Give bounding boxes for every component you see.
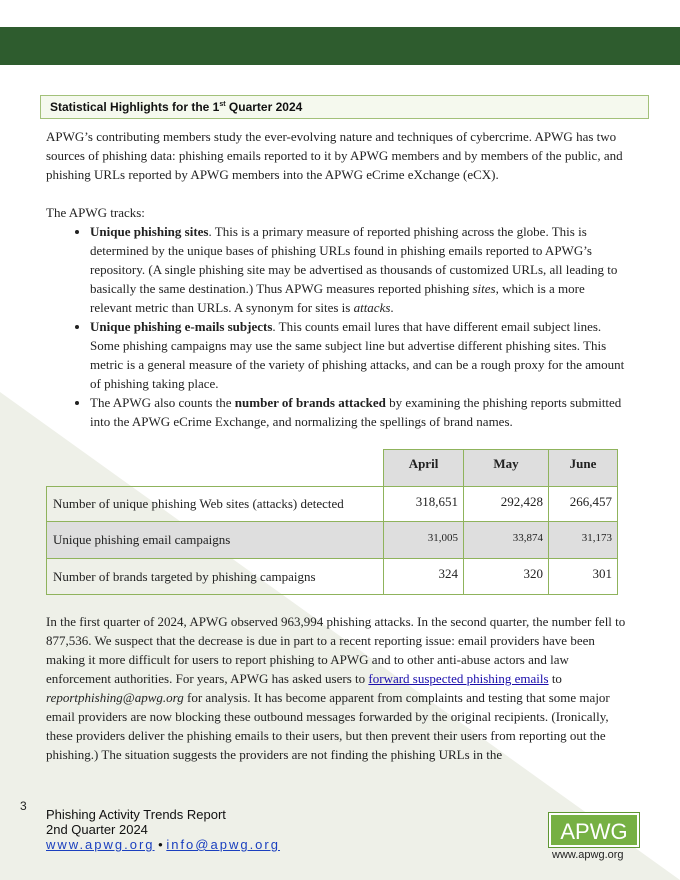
table-row [47,487,618,522]
table-cell: 31,173 [549,522,618,559]
table-row [47,559,618,595]
table-cell: 324 [384,559,464,595]
row-label: Unique phishing email campaigns [47,522,384,559]
table-cell: 318,651 [384,487,464,522]
website-link[interactable]: www.apwg.org [46,837,155,852]
apwg-logo [549,813,639,847]
report-email-address: reportphishing@apwg.org [46,690,184,705]
main-content [46,127,626,431]
header-bar [0,27,680,65]
section-title: Statistical Highlights for the 1st Quarter 2024 [50,100,303,114]
forward-phishing-link[interactable]: forward suspected phishing emails [368,671,549,686]
list-item: • The APWG also counts the number of brands attacked by examining the phishing reports submitted into the APWG eCrime Exchange, and normalizing the spellings of brand names. [90,393,626,431]
analysis-paragraph: In the first quarter of 2024, APWG observed 963,994 phishing attacks. In the second quarter, the number fell to 877,536. We suspect that the decrease is due in part to a recent reporting issue: email providers have been making it more difficult for users to report phishing to APWG and to other anti-abuse actors and law enforcement authorities. For years, APWG has asked users to forward suspected phishing emails to reportphishing@apwg.org for analysis. It has become apparent from complaints and testing that some major email providers are now blocking these outbound messages forwarded by the original recipients. (Ironically, these providers deliver the phishing emails to their users, but then prevent their users from reporting out the phishing.) The situation suggests the providers are not finding the phishing URLs in the [46,614,626,762]
table-cell: 292,428 [464,487,549,522]
col-header-june: June [549,450,618,487]
tracks-list [46,222,626,431]
table-header-row [47,450,618,487]
section-header-box [40,95,649,119]
col-header-april: April [384,450,464,487]
footer-links: www.apwg.org • info@apwg.org [46,837,280,852]
stats-table [46,449,618,595]
table-row [47,522,618,559]
table-cell: 266,457 [549,487,618,522]
table-cell: 320 [464,559,549,595]
table-cell: 31,005 [384,522,464,559]
page-number: 3 [20,799,27,813]
list-item: • Unique phishing sites. This is a primary measure of reported phishing across the globe. This is determined by the unique bases of phishing URLs found in phishing emails reported to APWG’s repository. (A single phishing site may be advertised as thousands of customized URLs, all leading to basically the same destination.) Thus APWG measures reported phishing sites, which is a more relevant metric than URLs. A synonym for sites is attacks. [90,222,626,317]
table-cell: 33,874 [464,522,549,559]
row-label: Number of brands targeted by phishing campaigns [47,559,384,595]
col-header-may: May [464,450,549,487]
table-cell: 301 [549,559,618,595]
tracks-intro: The APWG tracks: [46,205,145,220]
intro-paragraph: APWG’s contributing members study the ever-evolving nature and techniques of cybercrime. APWG has two sources of phishing data: phishing emails reported to it by APWG members and by members of the public, and phishing URLs reported by APWG members into the APWG eCrime eXchange (eCX). [46,129,623,182]
email-link[interactable]: info@apwg.org [166,837,280,852]
footer-title: Phishing Activity Trends Report [46,807,226,822]
table-corner [47,450,384,487]
logo-url: www.apwg.org [552,849,624,861]
footer-quarter: 2nd Quarter 2024 [46,822,148,837]
list-item: • Unique phishing e-mails subjects. This counts email lures that have different email subject lines. Some phishing campaigns may use the same subject line but advertise different phishing sites. This metric is a general measure of the variety of phishing attacks, and can be a rough proxy for the amount of phishing taking place. [90,317,626,393]
logo-text: APWG [560,819,628,844]
footer [46,807,280,852]
row-label: Number of unique phishing Web sites (attacks) detected [47,487,384,522]
